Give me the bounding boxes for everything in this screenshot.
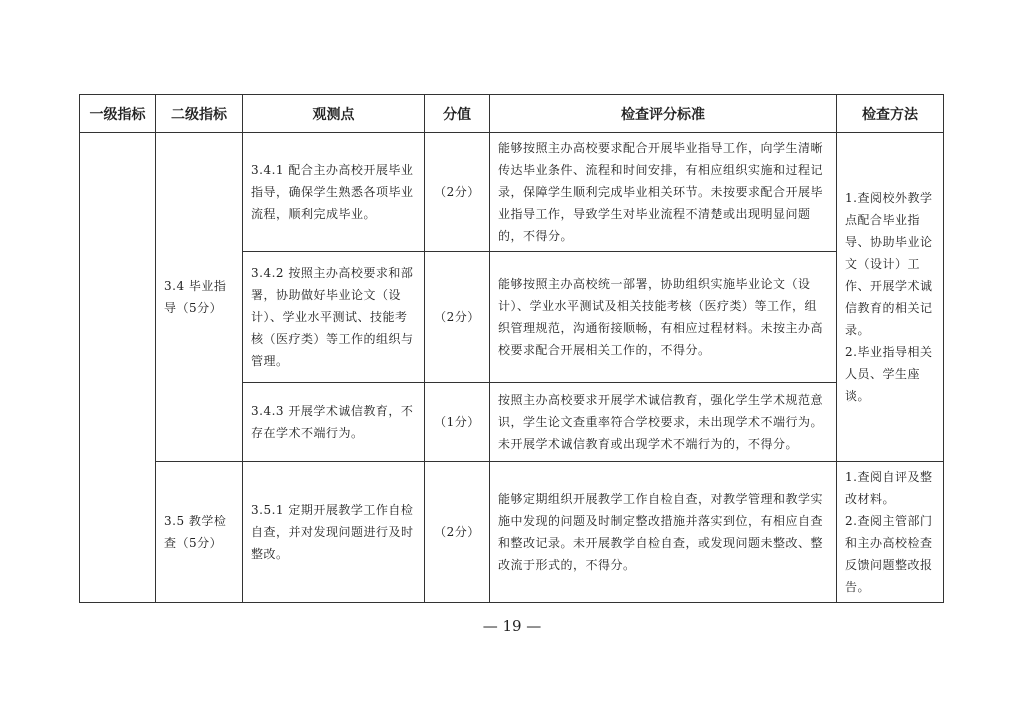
observation-point-text: 3.4.1 配合主办高校开展毕业指导，确保学生熟悉各项毕业流程，顺利完成毕业。 — [251, 163, 414, 221]
header-score: 分值 — [425, 95, 490, 133]
method-text: 1.查阅自评及整改材料。 2.查阅主管部门和主办高校检查反馈问题整改报告。 — [845, 470, 933, 594]
observation-point-cell — [243, 252, 425, 383]
secondary-indicator-text: 3.4 毕业指导（5分） — [164, 279, 227, 315]
observation-point-text: 3.5.1 定期开展教学工作自检自查，并对发现问题进行及时整改。 — [251, 503, 414, 561]
evaluation-table-container — [79, 94, 943, 594]
method-cell — [837, 462, 944, 603]
criteria-text: 能够按照主办高校统一部署，协助组织实施毕业论文（设计）、学业水平测试及相关技能考核（医疗类）等工作，组织管理规范，沟通衔接顺畅，有相应过程材料。未按主办高校要求配合开展相关工作的，不得分。 — [498, 277, 824, 357]
header-criteria: 检查评分标准 — [490, 95, 837, 133]
observation-point-cell — [243, 462, 425, 603]
header-secondary-indicator: 二级指标 — [156, 95, 243, 133]
score-cell — [425, 383, 490, 462]
criteria-cell — [490, 133, 837, 252]
criteria-cell — [490, 383, 837, 462]
criteria-text: 能够按照主办高校要求配合开展毕业指导工作，向学生清晰传达毕业条件、流程和时间安排，有相应组织实施和过程记录，保障学生顺利完成毕业相关环节。未按要求配合开展毕业指导工作，导致学生对毕业流程不清楚或出现明显问题的，不得分。 — [498, 141, 824, 243]
observation-point-cell — [243, 383, 425, 462]
evaluation-table — [79, 94, 944, 603]
header-observation-point: 观测点 — [243, 95, 425, 133]
observation-point-text: 3.4.2 按照主办高校要求和部署，协助做好毕业论文（设计）、学业水平测试、技能考核（医疗类）等工作的组织与管理。 — [251, 266, 414, 368]
table-row — [80, 133, 944, 252]
method-cell — [837, 133, 944, 462]
score-cell — [425, 462, 490, 603]
secondary-indicator-cell — [156, 133, 243, 462]
score-text: （2分） — [434, 525, 480, 539]
table-row — [80, 462, 944, 603]
primary-indicator-cell — [80, 133, 156, 603]
method-text: 1.查阅校外教学点配合毕业指导、协助毕业论文（设计）工作、开展学术诚信教育的相关记录。 2.毕业指导相关人员、学生座谈。 — [845, 191, 933, 403]
criteria-cell — [490, 252, 837, 383]
score-cell — [425, 133, 490, 252]
score-text: （2分） — [434, 310, 480, 324]
observation-point-cell — [243, 133, 425, 252]
criteria-cell — [490, 462, 837, 603]
page-number: — 19 — — [482, 617, 542, 635]
score-cell — [425, 252, 490, 383]
score-text: （1分） — [434, 415, 480, 429]
secondary-indicator-text: 3.5 教学检查（5分） — [164, 514, 227, 550]
table-header-row — [80, 95, 944, 133]
observation-point-text: 3.4.3 开展学术诚信教育，不存在学术不端行为。 — [251, 404, 414, 440]
header-method: 检查方法 — [837, 95, 944, 133]
criteria-text: 按照主办高校要求开展学术诚信教育，强化学生学术规范意识，学生论文查重率符合学校要求，未出现学术不端行为。未开展学术诚信教育或出现学术不端行为的，不得分。 — [498, 393, 824, 451]
header-primary-indicator: 一级指标 — [80, 95, 156, 133]
criteria-text: 能够定期组织开展教学工作自检自查，对教学管理和教学实施中发现的问题及时制定整改措施并落实到位，有相应自查和整改记录。未开展教学自检自查，或发现问题未整改、整改流于形式的，不得分。 — [498, 492, 824, 572]
secondary-indicator-cell — [156, 462, 243, 603]
score-text: （2分） — [434, 185, 480, 199]
